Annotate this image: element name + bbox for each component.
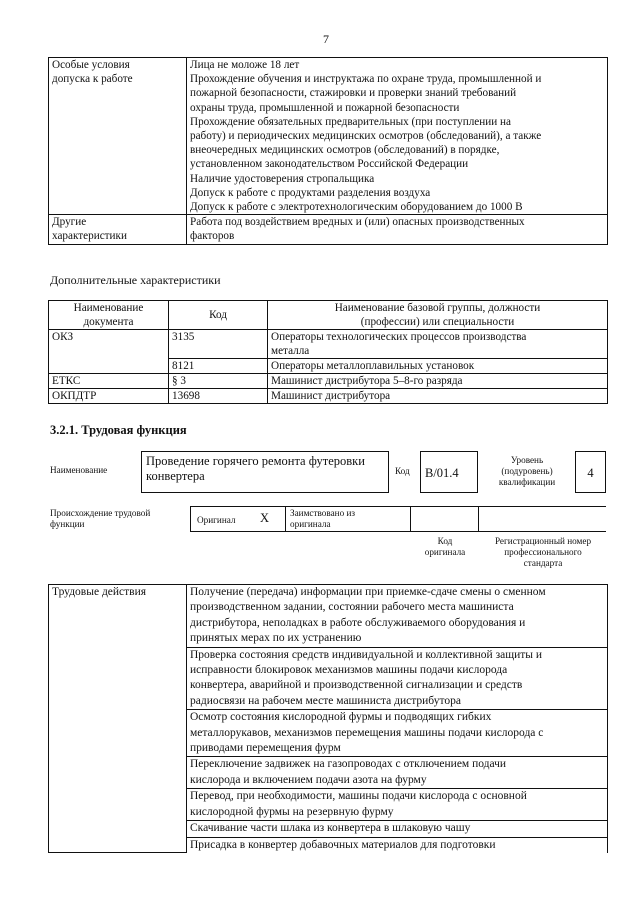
cell-code: 8121 <box>169 359 268 374</box>
cell-name: Машинист дистрибутора 5–8-го разряда <box>268 374 608 389</box>
table-row <box>49 585 608 648</box>
cell-code: 3135 <box>169 330 268 359</box>
origin-divider <box>410 507 411 532</box>
origin-row <box>190 506 606 532</box>
origin-reg-caption: Регистрационный номер профессионального стандарта <box>494 536 592 568</box>
cell-document: ОКЗ <box>49 330 169 374</box>
cell-name: Операторы металлоплавильных установок <box>268 359 608 374</box>
origin-original-label: Оригинал <box>197 515 236 525</box>
table-row <box>49 58 608 215</box>
table-row <box>49 330 608 359</box>
origin-divider <box>285 507 286 532</box>
table-row <box>49 389 608 404</box>
actions-table <box>48 584 608 853</box>
origin-label: Происхождение трудовой функции <box>50 508 151 529</box>
function-level-value: 4 <box>575 451 606 493</box>
row-label: Другие характеристики <box>49 215 187 244</box>
header-group-name: Наименование базовой группы, должности (профессии) или специальности <box>268 301 608 330</box>
actions-label: Трудовые действия <box>49 585 187 853</box>
action-item: Скачивание части шлака из конвертера в шлаковую чашу <box>187 821 608 837</box>
origin-borrowed-label: Заимствовано из оригинала <box>290 508 356 529</box>
origin-original-mark: X <box>260 511 270 525</box>
additional-heading: Дополнительные характеристики <box>50 273 221 287</box>
function-name-value: Проведение горячего ремонта футеровки конвертера <box>141 451 389 493</box>
table-header-row <box>49 301 608 330</box>
row-value: Работа под воздействием вредных и (или) опасных производственных факторов <box>187 215 608 244</box>
function-name-label: Наименование <box>50 465 108 475</box>
function-level-label: Уровень (подуровень) квалификации <box>498 455 556 487</box>
header-document: Наименование документа <box>49 301 169 330</box>
cell-document: ОКПДТР <box>49 389 169 404</box>
action-item: Переключение задвижек на газопроводах с отключением подачи кислорода и включением подачи азота на фурму <box>187 757 608 789</box>
action-item: Присадка в конвертер добавочных материалов для подготовки <box>187 837 608 853</box>
page-number: 7 <box>323 32 329 46</box>
action-item: Проверка состояния средств индивидуальной и коллективной защиты и исправности блокировок механизмов машины подачи кислорода конвертера, аварийной и производственной сигнализации и средств радиосвязи на рабочем месте машиниста дистрибутора <box>187 647 608 710</box>
cell-name: Операторы технологических процессов производства металла <box>268 330 608 359</box>
section-title: 3.2.1. Трудовая функция <box>50 423 187 437</box>
additional-table <box>48 300 608 404</box>
function-code-value: B/01.4 <box>420 451 478 493</box>
table-row <box>49 374 608 389</box>
action-item: Перевод, при необходимости, машины подачи кислорода с основной кислородной фурмы на резервную фурму <box>187 789 608 821</box>
origin-code-caption: Код оригинала <box>424 536 466 557</box>
action-item: Осмотр состояния кислородной фурмы и подводящих гибких металлорукавов, механизмов перемещения машины подачи кислорода с приводами перемещения фурм <box>187 710 608 757</box>
action-item: Получение (передача) информации при приемке-сдаче смены о сменном производственном задании, состоянии рабочего места машиниста дистрибутора, неполадках в работе обслуживаемого оборудования и принятых мерах по их устранению <box>187 585 608 648</box>
cell-document: ЕТКС <box>49 374 169 389</box>
header-code: Код <box>169 301 268 330</box>
cell-name: Машинист дистрибутора <box>268 389 608 404</box>
conditions-table <box>48 57 608 245</box>
origin-divider <box>478 507 479 532</box>
cell-code: § 3 <box>169 374 268 389</box>
function-code-label: Код <box>395 466 410 476</box>
row-value: Лица не моложе 18 лет Прохождение обучения и инструктажа по охране труда, промышленной и пожарной безопасности, стажировки и проверки знаний требований охраны труда, промышленной и пожарной безопасности Прохождение обязательных предварительных (при поступлении на работу) и периодических медицинских осмотров (обследований), а также внеочередных медицинских осмотров (обследований) в порядке, установленном законодательством Российской Федерации Наличие удостоверения стропальщика Допуск к работе с продуктами разделения воздуха Допуск к работе с электротехнологическим оборудованием до 1000 В <box>187 58 608 215</box>
cell-code: 13698 <box>169 389 268 404</box>
table-row <box>49 215 608 244</box>
row-label: Особые условия допуска к работе <box>49 58 187 215</box>
